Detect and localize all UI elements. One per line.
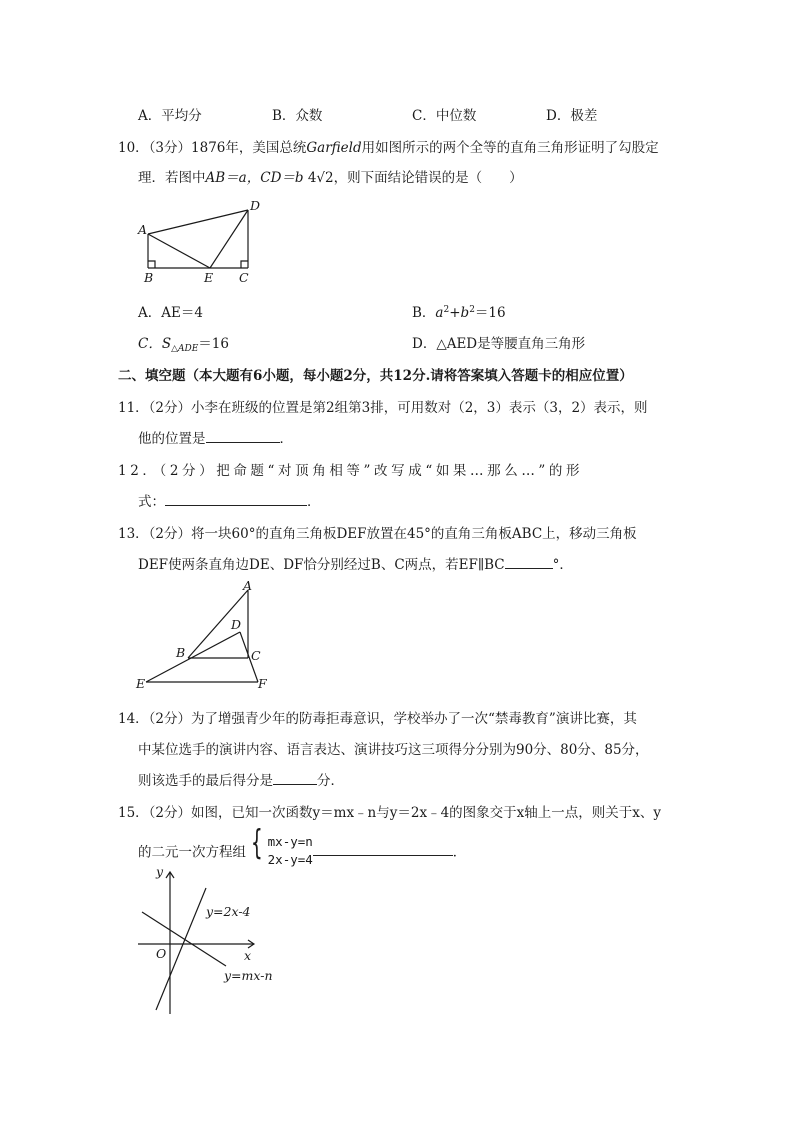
q15-line-mx-n xyxy=(142,912,226,966)
q15-eq1: mx-y=n xyxy=(267,833,313,849)
q15-end: ． xyxy=(452,844,467,861)
q10-option-d: D．△AED是等腰直角三角形 xyxy=(412,336,586,352)
q9-option-a: A．平均分 xyxy=(138,108,202,124)
q10-right-angle-c xyxy=(241,261,248,268)
q15-origin-label: O xyxy=(156,946,167,961)
q15-line2-label: y=mx-n xyxy=(224,968,273,983)
q10-cd: CD xyxy=(260,170,282,186)
q10-option-b-prefix: B． xyxy=(412,305,436,321)
q14-line3 xyxy=(138,769,344,789)
q12-text: 式： xyxy=(138,494,165,510)
q10-seg-ae xyxy=(148,234,210,268)
q10-text2: 用如图所示的两个全等的直角三角形证明了勾股定 xyxy=(361,140,659,156)
q10-option-b xyxy=(412,301,506,321)
q11-line1: 11．（2分）小李在班级的位置是第2组第3排，可用数对（2，3）表示（3，2）表示，则 xyxy=(118,400,648,416)
q9-option-b: B．众数 xyxy=(272,108,323,124)
q10-line2 xyxy=(138,166,523,186)
q10-option-c-eq: ＝16 xyxy=(198,336,229,352)
q13-answer-blank[interactable] xyxy=(505,554,553,569)
section2-title: 二、填空题（本大题有6小题，每小题2分，共12分.请将答案填入答题卡的相应位置） xyxy=(118,368,633,384)
q10-radical: 4√2 xyxy=(307,170,334,186)
q13-text: DEF使两条直角边DE、DF恰分别经过B、C两点，若EF∥BC xyxy=(138,557,505,573)
q12-line2 xyxy=(138,490,321,510)
q10-ab: AB xyxy=(205,170,226,186)
q15-answer-blank[interactable] xyxy=(313,845,453,856)
q9-option-d: D．极差 xyxy=(546,108,598,124)
q10-option-b-b: +b xyxy=(449,305,470,321)
q10-seg-ed xyxy=(210,210,248,268)
q13-figure xyxy=(134,578,284,692)
q13-line2 xyxy=(138,553,573,573)
q13-line1: 13．（2分）将一块60°的直角三角板DEF放置在45°的直角三角板ABC上，移动三角板 xyxy=(118,526,637,542)
q13-label-c: C xyxy=(251,648,261,663)
q10-label-e: E xyxy=(204,270,214,285)
q10-option-b-exp2: 2 xyxy=(469,305,475,315)
q10-label-b: B xyxy=(144,270,154,285)
q10-seg-ad xyxy=(148,210,248,234)
q14-line2: 中某位选手的演讲内容、语言表达、演讲技巧这三项得分分别为90分、80分、85分， xyxy=(138,742,649,758)
q15-line1: 15．（2分）如图，已知一次函数y＝mx﹣n与y＝2x﹣4的图象交于x轴上一点，则关于x、y xyxy=(118,805,662,821)
q11-end: ． xyxy=(279,431,293,447)
q10-name: Garfield xyxy=(306,140,362,156)
q10-right-angle-b xyxy=(148,261,155,268)
q10-text3: 理．若图中 xyxy=(138,170,206,186)
q11-answer-blank[interactable] xyxy=(206,428,280,443)
q13-label-f: F xyxy=(258,676,267,691)
q15-eq2: 2x-y=4 xyxy=(267,851,313,867)
q12-answer-blank[interactable] xyxy=(165,491,307,506)
q15-x-label: x xyxy=(244,948,252,963)
q10-number: 10． xyxy=(118,140,149,156)
q15-graph xyxy=(136,860,276,1016)
q10-option-c xyxy=(138,332,229,354)
q14-line1: 14．（2分）为了增强青少年的防毒拒毒意识，学校举办了一次“禁毒教育”演讲比赛，其 xyxy=(118,711,637,727)
q15-brace: { xyxy=(250,823,263,863)
q12-end: ． xyxy=(307,494,321,510)
q10-line1 xyxy=(118,136,659,156)
q10-option-b-exp1: 2 xyxy=(443,305,450,315)
q10-eq-a: ＝a， xyxy=(225,170,261,186)
q10-figure xyxy=(136,196,266,288)
q10-option-c-prefix: C．S xyxy=(138,336,172,352)
q10-label-d: D xyxy=(250,198,261,213)
q15-line1-label: y=2x-4 xyxy=(206,904,251,919)
q14-text: 则该选手的最后得分是 xyxy=(138,773,273,789)
q13-label-e: E xyxy=(136,676,146,691)
q13-label-d: D xyxy=(231,617,242,632)
q12-line1: 12．（2分）把命题“对顶角相等”改写成“如果…那么…”的形 xyxy=(118,463,584,479)
q11-text: 他的位置是 xyxy=(138,431,206,447)
q15-text: 的二元一次方程组 xyxy=(138,844,246,861)
q11-line2 xyxy=(138,427,293,447)
q10-score: （3分） xyxy=(148,140,192,156)
q10-label-c: C xyxy=(239,270,249,285)
q10-option-a: A．AE＝4 xyxy=(138,305,203,321)
q10-label-a: A xyxy=(138,222,148,237)
q10-option-b-eq: ＝16 xyxy=(474,305,506,321)
q10-option-c-sub: △ADE xyxy=(171,344,199,354)
q14-end: 分． xyxy=(317,773,344,789)
q13-end: °． xyxy=(552,557,573,573)
q9-option-c: C．中位数 xyxy=(412,108,477,124)
q10-eq-b: ＝b xyxy=(281,170,304,186)
q14-answer-blank[interactable] xyxy=(273,770,317,785)
q13-label-a: A xyxy=(243,578,253,593)
q10-text1: 1876年，美国总统 xyxy=(191,140,307,156)
q10-text4: ，则下面结论错误的是（ ） xyxy=(333,170,523,186)
q15-y-label: y xyxy=(156,864,164,879)
q10-option-b-a: a xyxy=(435,305,444,321)
q13-seg-ed xyxy=(146,632,240,682)
q13-label-b: B xyxy=(176,645,186,660)
